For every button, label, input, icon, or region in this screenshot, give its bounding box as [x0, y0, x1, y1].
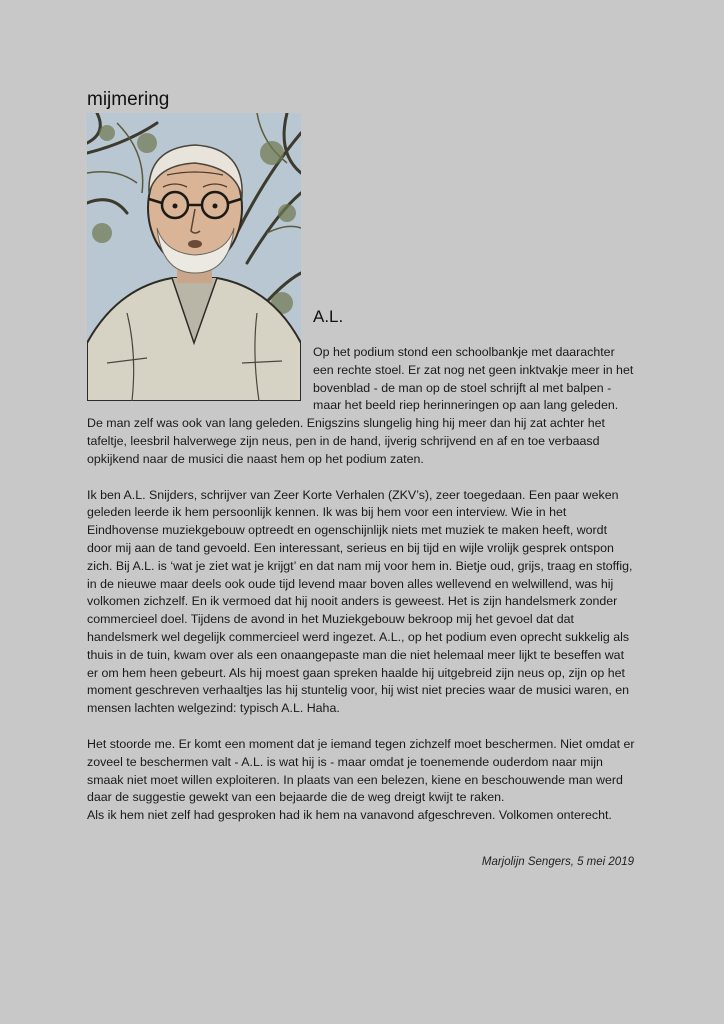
author-signature: Marjolijn Sengers, 5 mei 2019 — [481, 856, 634, 868]
article-subtitle: A.L. — [313, 307, 344, 326]
paragraph: Op het podium stond een schoolbankje met daarachter een rechte stoel. Er zat nog net geen inktvakje meer in het bovenblad - de man op de stoel schrijft al met balpen - maar het beeld riep herinneringen op aan lang geleden. De man zelf was ook van lang geleden. Enigszins slungelig hing hij meer dan hij zat achter het tafeltje, leesbril halverwege zijn neus, pen in de hand, ijverig schrijvend en af en toe verbaasd opkijkend naar de musici die naast hem op het podium zaten. — [87, 345, 634, 466]
article-body — [87, 344, 635, 843]
paragraph: Het stoorde me. Er komt een moment dat je iemand tegen zichzelf moet beschermen. Niet omdat er zoveel te beschermen valt - A.L. is wat hij is - maar omdat je toenemende ouderdom naar mijn smaak niet moet willen exploiteren. In plaats van een belezen, kiene en beschouwende man werd daar de suggestie gewekt van een bejaarde die de weg dreigt kwijt te raken. — [87, 736, 635, 805]
paragraph: Als ik hem niet zelf had gesproken had ik hem na vanavond afgeschreven. Volkomen onterecht. — [87, 808, 612, 823]
page-heading: mijmering — [87, 89, 170, 110]
paragraph: Ik ben A.L. Snijders, schrijver van Zeer Korte Verhalen (ZKV’s), zeer toegedaan. Een paar weken geleden leerde ik hem persoonlijk kennen. Ik was bij hem voor een interview. Wie in het Eindhovense muziekgebouw optreedt en ogenschijnlijk niets met muziek te maken heeft, wordt door mij aan de tand gevoeld. Een interessant, serieus en bij tijd en wijle vrolijk gesprek ontspon zich. Bij A.L. is ‘wat je ziet wat je krijgt’ en dat nam mij voor hem in. Bietje oud, grijs, traag en stoffig, in de nieuwe maar deels ook oude tijd levend maar boven alles wellevend en welwillend, was hij volkomen zichzelf. En ik vermoed dat hij nooit anders is geweest. Het is zijn handelsmerk zonder commercieel doel. Tijdens de avond in het Muziekgebouw bekroop mij het gevoel dat dat handelsmerk wel degelijk commercieel werd ingezet. A.L., op het podium even oprecht sukkelig als thuis in de tuin, kwam over als een onaangepaste man die niet helemaal meer lijkt te beseffen wat er om hem heen gebeurt. Als hij moest gaan spreken haalde hij uitgebreid zijn neus op, zijn op het moment geschreven verhaaltjes las hij stuntelig voor, hij wist niet precies waar de musici waren, en mensen lachten welgezind: typisch A.L. Haha. — [87, 487, 633, 716]
photo-wrap-spacer — [87, 344, 313, 401]
